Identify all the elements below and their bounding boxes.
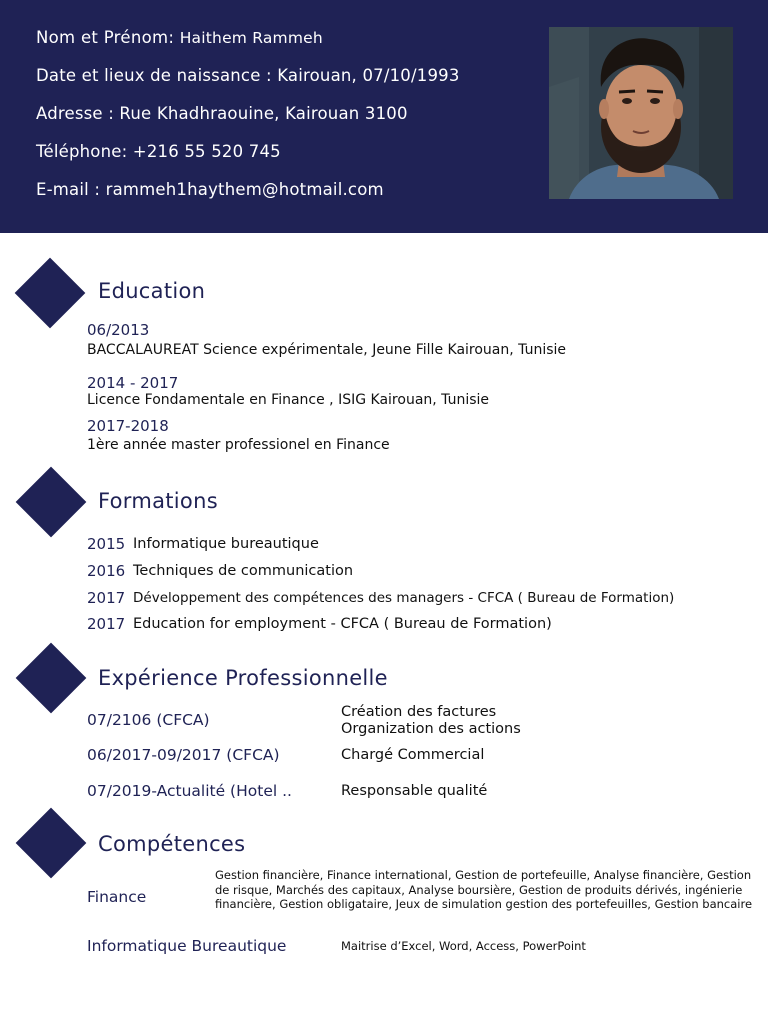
competences-diamond-icon (16, 808, 87, 879)
experience-task: Chargé Commercial (341, 747, 485, 763)
education-date: 2017-2018 (87, 417, 169, 435)
experience-date: 07/2019-Actualité (Hotel .. (87, 782, 292, 800)
experience-task: Organization des actions (341, 721, 521, 737)
formation-year: 2017 (87, 615, 126, 633)
formation-text: Education for employment - CFCA ( Bureau de Formation) (133, 616, 552, 632)
formations-title: Formations (98, 489, 218, 513)
formation-text: Développement des compétences des managers - CFCA ( Bureau de Formation) (133, 590, 675, 606)
formation-year: 2016 (87, 562, 126, 580)
education-title: Education (98, 279, 206, 303)
experience-task: Responsable qualité (341, 783, 488, 799)
formation-text: Informatique bureautique (133, 536, 319, 552)
competences-title: Compétences (98, 832, 246, 856)
formations-diamond-icon (16, 467, 87, 538)
formation-year: 2017 (87, 589, 126, 607)
competence-it-label: Informatique Bureautique (87, 937, 287, 955)
experience-task: Création des factures (341, 704, 497, 720)
education-diamond-icon (15, 258, 86, 329)
experience-title: Expérience Professionnelle (98, 666, 388, 690)
name-value: Haithem Rammeh (179, 29, 323, 47)
competence-finance-text: Gestion financière, Finance international, Gestion de portefeuille, Analyse financière, Gestion de risque, Marchés des capitaux, Analyse boursière, Gestion de produits dérivés, ingénierie financière, Gestion obligataire, Jeux de simulation gestion des portefeuilles, Gestion bancaire (215, 868, 753, 912)
education-text: Licence Fondamentale en Finance , ISIG Kairouan, Tunisie (87, 392, 490, 408)
education-date: 06/2013 (87, 321, 150, 339)
experience-date: 07/2106 (CFCA) (87, 711, 210, 729)
experience-date: 06/2017-09/2017 (CFCA) (87, 746, 280, 764)
formation-text: Techniques de communication (133, 563, 354, 579)
education-text: 1ère année master professionel en Finance (87, 437, 390, 453)
name-label: Nom et Prénom: (36, 28, 175, 47)
education-text: BACCALAUREAT Science expérimentale, Jeune Fille Kairouan, Tunisie (87, 342, 567, 358)
birth-info: Date et lieux de naissance : Kairouan, 07/10/1993 (36, 66, 460, 85)
competence-finance-label: Finance (87, 888, 147, 906)
email-info: E-mail : rammeh1haythem@hotmail.com (36, 180, 384, 199)
portrait-image (549, 27, 733, 199)
profile-photo (549, 27, 733, 199)
name-line (36, 28, 323, 47)
phone-info: Téléphone: +216 55 520 745 (36, 142, 281, 161)
competence-it-text: Maitrise d’Excel, Word, Access, PowerPoint (341, 939, 586, 953)
formation-year: 2015 (87, 535, 126, 553)
address-info: Adresse : Rue Khadhraouine, Kairouan 3100 (36, 104, 408, 123)
experience-diamond-icon (16, 643, 87, 714)
header-banner (0, 0, 768, 233)
education-date: 2014 - 2017 (87, 374, 179, 392)
